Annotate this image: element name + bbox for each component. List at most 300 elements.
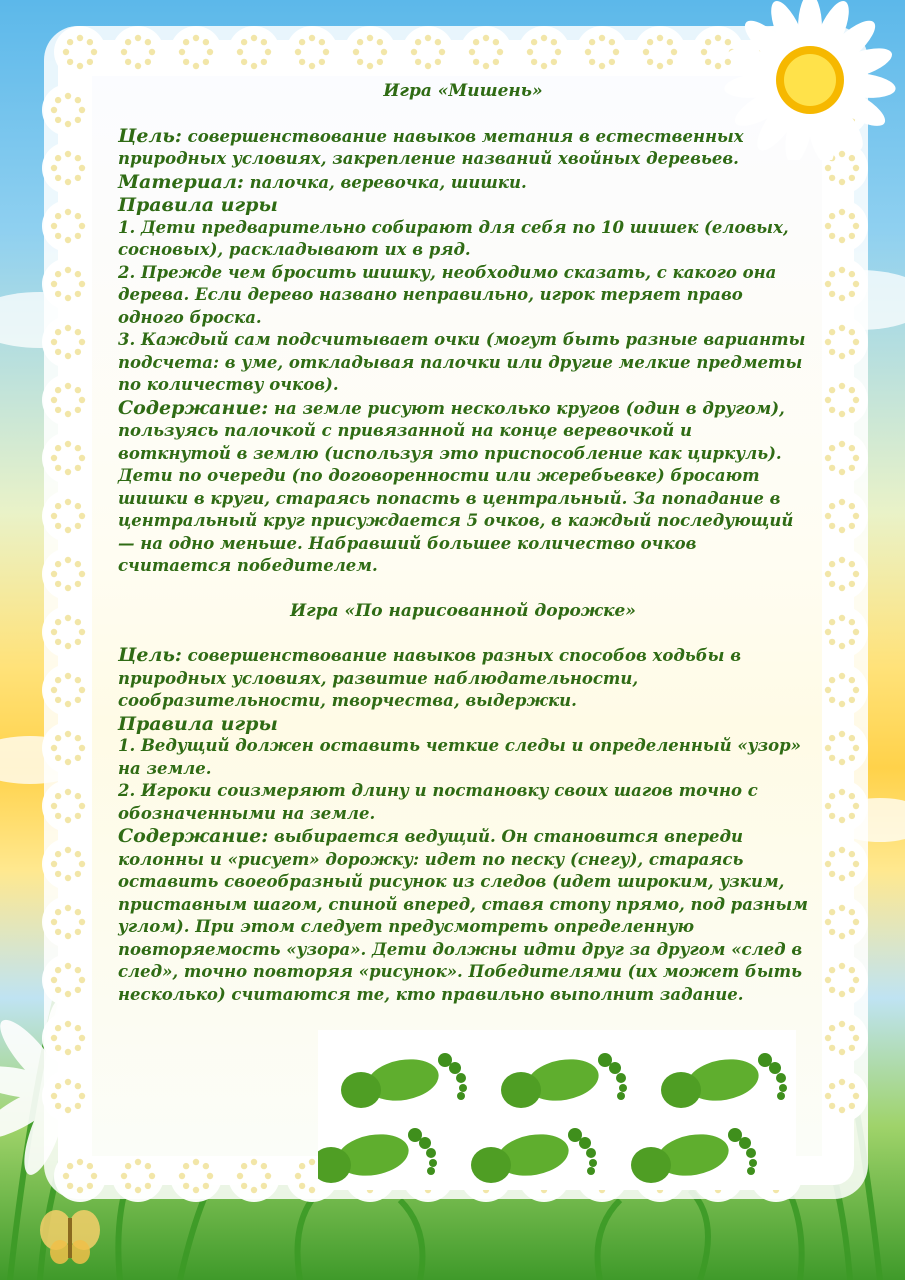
leaf-footprint-icon xyxy=(661,1053,787,1108)
lace-dot xyxy=(849,697,855,703)
lace-dot xyxy=(55,561,61,567)
lace-dot xyxy=(79,223,85,229)
lace-dot xyxy=(51,803,57,809)
lace-dot xyxy=(65,847,71,853)
lace-dot xyxy=(829,1045,835,1051)
lace-dot xyxy=(79,919,85,925)
lace-dot xyxy=(299,1163,305,1169)
lace-dot xyxy=(829,175,835,181)
lace-dot xyxy=(357,59,363,65)
lace-dot xyxy=(853,281,859,287)
lace-dot xyxy=(55,1103,61,1109)
lace-dot xyxy=(829,967,835,973)
lace-dot xyxy=(829,755,835,761)
lace-dot xyxy=(667,59,673,65)
lace-dot xyxy=(825,745,831,751)
lace-scallop xyxy=(816,1012,868,1064)
lace-dot xyxy=(849,755,855,761)
lace-dot xyxy=(849,1083,855,1089)
lace-dot xyxy=(839,295,845,301)
lace-dot xyxy=(251,35,257,41)
lace-dot xyxy=(849,233,855,239)
lace-dot xyxy=(839,731,845,737)
lace-dot xyxy=(51,107,57,113)
content-text: на земле рисуют несколько кругов (один в другом), пользуясь палочкой с привязанной на конце веревочкой и воткнутой в землю (используя это приспособление как циркуль). Дети по очереди (по договоренности или жеребьевке) бросают шишки в круги, стараясь попасть в центральный. За попадание в центральный круг присуждается 5 очков, в каждый последующий — на одно меньше. Набравший большее количество очков считается победителем. xyxy=(118,398,794,575)
lace-dot xyxy=(849,523,855,529)
lace-scallop xyxy=(816,606,868,658)
lace-scallop xyxy=(42,316,94,368)
lace-dot xyxy=(839,411,845,417)
lace-dot xyxy=(79,165,85,171)
lace-dot xyxy=(829,1083,835,1089)
lace-dot xyxy=(79,977,85,983)
lace-dot xyxy=(75,465,81,471)
lace-dot xyxy=(825,281,831,287)
lace-dot xyxy=(261,39,267,45)
lace-dot xyxy=(75,1025,81,1031)
lace-scallop xyxy=(42,432,94,484)
lace-dot xyxy=(541,35,547,41)
lace-dot xyxy=(853,977,859,983)
lace-dot xyxy=(51,629,57,635)
lace-dot xyxy=(829,387,835,393)
lace-scallop xyxy=(42,606,94,658)
lace-dot xyxy=(671,49,677,55)
lace-dot xyxy=(849,445,855,451)
lace-scallop xyxy=(42,954,94,1006)
lace-dot xyxy=(51,745,57,751)
lace-dot xyxy=(265,49,271,55)
lace-dot xyxy=(193,63,199,69)
lace-scallop xyxy=(42,780,94,832)
lace-scallop xyxy=(344,26,396,78)
lace-dot xyxy=(839,789,845,795)
lace-dot xyxy=(51,571,57,577)
lace-dot xyxy=(51,397,57,403)
lace-dot xyxy=(67,1163,73,1169)
lace-dot xyxy=(829,987,835,993)
goal-label: Цель: xyxy=(118,124,182,147)
lace-dot xyxy=(77,1187,83,1193)
lace-scallop xyxy=(42,548,94,600)
lace-dot xyxy=(179,49,185,55)
lace-dot xyxy=(849,909,855,915)
leaf-footprint-icon xyxy=(341,1053,467,1108)
lace-dot xyxy=(853,687,859,693)
lace-dot xyxy=(839,817,845,823)
lace-dot xyxy=(585,49,591,55)
lace-dot xyxy=(849,619,855,625)
lace-dot xyxy=(483,63,489,69)
lace-dot xyxy=(825,339,831,345)
lace-dot xyxy=(825,165,831,171)
lace-dot xyxy=(65,963,71,969)
lace-scallop xyxy=(42,896,94,948)
lace-dot xyxy=(849,407,855,413)
lace-dot xyxy=(75,445,81,451)
lace-dot xyxy=(825,803,831,809)
lace-dot xyxy=(295,49,301,55)
lace-dot xyxy=(65,933,71,939)
lace-dot xyxy=(825,977,831,983)
lace-dot xyxy=(55,407,61,413)
lace-scallop xyxy=(286,26,338,78)
lace-dot xyxy=(377,59,383,65)
lace-dot xyxy=(829,523,835,529)
game1-rule-3: 3. Каждый сам подсчитывает очки (могут быть разные варианты подсчета: в уме, откладывая палочки или другие мелкие предметы по количеству очков). xyxy=(118,330,806,394)
lace-dot xyxy=(469,49,475,55)
lace-dot xyxy=(435,39,441,45)
lace-dot xyxy=(55,697,61,703)
lace-dot xyxy=(599,63,605,69)
lace-dot xyxy=(705,59,711,65)
lace-dot xyxy=(75,349,81,355)
lace-dot xyxy=(75,329,81,335)
lace-dot xyxy=(65,267,71,273)
game2-content xyxy=(118,825,808,1006)
lace-dot xyxy=(75,639,81,645)
lace-dot xyxy=(849,561,855,567)
lace-dot xyxy=(853,629,859,635)
game1-content xyxy=(118,397,808,578)
lace-dot xyxy=(643,49,649,55)
lace-scallop xyxy=(112,26,164,78)
lace-dot xyxy=(75,175,81,181)
lace-dot xyxy=(203,39,209,45)
lace-dot xyxy=(839,933,845,939)
lace-dot xyxy=(75,697,81,703)
lace-dot xyxy=(55,1045,61,1051)
game2-goal xyxy=(118,644,808,713)
lace-dot xyxy=(207,49,213,55)
lace-dot xyxy=(79,745,85,751)
lace-dot xyxy=(483,35,489,41)
lace-dot xyxy=(87,39,93,45)
lace-dot xyxy=(849,271,855,277)
lace-dot xyxy=(51,513,57,519)
lace-scallop xyxy=(816,316,868,368)
lace-dot xyxy=(75,929,81,935)
lace-scallop xyxy=(42,1012,94,1064)
leaf-footprints-image xyxy=(318,1030,796,1190)
lace-dot xyxy=(849,639,855,645)
lace-dot xyxy=(75,1045,81,1051)
lace-dot xyxy=(65,905,71,911)
lace-dot xyxy=(75,561,81,567)
lace-scallop xyxy=(576,26,628,78)
lace-dot xyxy=(839,441,845,447)
lace-dot xyxy=(145,1183,151,1189)
lace-dot xyxy=(839,585,845,591)
lace-dot xyxy=(825,687,831,693)
lace-dot xyxy=(241,1163,247,1169)
lace-scallop xyxy=(54,1150,106,1202)
lace-dot xyxy=(701,49,707,55)
lace-dot xyxy=(237,1173,243,1179)
lace-dot xyxy=(55,755,61,761)
lace-dot xyxy=(75,793,81,799)
lace-dot xyxy=(55,581,61,587)
lace-dot xyxy=(849,1103,855,1109)
lace-dot xyxy=(853,165,859,171)
lace-dot xyxy=(849,581,855,587)
lace-scallop xyxy=(42,84,94,136)
lace-dot xyxy=(829,561,835,567)
lace-scallop xyxy=(54,26,106,78)
lace-dot xyxy=(149,49,155,55)
lace-dot xyxy=(323,49,329,55)
lace-dot xyxy=(75,117,81,123)
lace-dot xyxy=(839,353,845,359)
lace-dot xyxy=(67,1183,73,1189)
lace-dot xyxy=(55,117,61,123)
lace-scallop xyxy=(816,664,868,716)
lace-scallop xyxy=(42,374,94,426)
lace-dot xyxy=(849,1045,855,1051)
lace-dot xyxy=(829,213,835,219)
lace-dot xyxy=(613,49,619,55)
lace-dot xyxy=(849,735,855,741)
lace-dot xyxy=(251,1187,257,1193)
lace-dot xyxy=(825,1093,831,1099)
lace-dot xyxy=(425,35,431,41)
game1-material xyxy=(118,171,808,195)
lace-dot xyxy=(849,967,855,973)
leaf-footprint-icon xyxy=(471,1128,597,1183)
lace-dot xyxy=(473,59,479,65)
lace-dot xyxy=(65,353,71,359)
lace-dot xyxy=(667,39,673,45)
lace-dot xyxy=(829,851,835,857)
lace-dot xyxy=(849,175,855,181)
leaf-footprint-icon xyxy=(501,1053,627,1108)
butterfly-icon xyxy=(40,1210,100,1264)
lace-dot xyxy=(849,465,855,471)
lace-dot xyxy=(839,905,845,911)
lace-dot xyxy=(853,223,859,229)
lace-dot xyxy=(853,513,859,519)
lace-scallop xyxy=(816,200,868,252)
lace-dot xyxy=(145,1163,151,1169)
lace-dot xyxy=(825,571,831,577)
lace-dot xyxy=(839,325,845,331)
lace-dot xyxy=(91,1173,97,1179)
lace-dot xyxy=(203,59,209,65)
lace-dot xyxy=(55,213,61,219)
lace-dot xyxy=(65,411,71,417)
lace-dot xyxy=(65,1049,71,1055)
lace-dot xyxy=(51,919,57,925)
lace-dot xyxy=(319,39,325,45)
game2-rule-1: 1. Ведущий должен оставить четкие следы и определенный «узор» на земле. xyxy=(118,736,801,778)
lace-dot xyxy=(839,643,845,649)
lace-dot xyxy=(839,991,845,997)
goal-text: совершенствование навыков разных способов ходьбы в природных условиях, развитие наблюдательности, сообразительности, творчества, выдержки. xyxy=(118,646,742,710)
lace-dot xyxy=(829,619,835,625)
lace-dot xyxy=(51,223,57,229)
lace-dot xyxy=(55,909,61,915)
lace-dot xyxy=(87,1183,93,1189)
lace-dot xyxy=(825,919,831,925)
lace-dot xyxy=(183,59,189,65)
lace-dot xyxy=(849,291,855,297)
lace-dot xyxy=(265,1173,271,1179)
lace-dot xyxy=(51,281,57,287)
lace-dot xyxy=(839,1107,845,1113)
game2-title: Игра «По нарисованной дорожке» xyxy=(290,600,636,621)
lace-dot xyxy=(203,1183,209,1189)
lace-dot xyxy=(55,329,61,335)
lace-dot xyxy=(839,615,845,621)
lace-dot xyxy=(75,735,81,741)
lace-dot xyxy=(825,861,831,867)
lace-dot xyxy=(55,813,61,819)
lace-dot xyxy=(75,271,81,277)
lace-dot xyxy=(353,49,359,55)
lace-dot xyxy=(849,987,855,993)
lace-dot xyxy=(839,267,845,273)
lace-dot xyxy=(541,63,547,69)
lace-dot xyxy=(825,397,831,403)
lace-dot xyxy=(531,39,537,45)
lace-dot xyxy=(121,49,127,55)
lace-scallop xyxy=(42,490,94,542)
lace-dot xyxy=(79,861,85,867)
lace-dot xyxy=(55,851,61,857)
lace-scallop xyxy=(42,664,94,716)
lace-dot xyxy=(829,909,835,915)
lace-dot xyxy=(135,1187,141,1193)
lace-dot xyxy=(75,851,81,857)
lace-dot xyxy=(839,383,845,389)
lace-dot xyxy=(135,1159,141,1165)
lace-dot xyxy=(241,59,247,65)
lace-scallop xyxy=(816,548,868,600)
lace-dot xyxy=(65,383,71,389)
lace-dot xyxy=(839,499,845,505)
lace-dot xyxy=(75,407,81,413)
lace-dot xyxy=(55,987,61,993)
lace-scallop xyxy=(816,374,868,426)
lace-dot xyxy=(849,793,855,799)
lace-dot xyxy=(473,39,479,45)
lace-dot xyxy=(65,151,71,157)
lace-dot xyxy=(63,1173,69,1179)
lace-dot xyxy=(75,291,81,297)
lace-dot xyxy=(79,1093,85,1099)
lace-dot xyxy=(829,639,835,645)
lace-dot xyxy=(527,49,533,55)
lace-dot xyxy=(135,63,141,69)
lace-scallop xyxy=(816,258,868,310)
lace-dot xyxy=(75,909,81,915)
lace-dot xyxy=(65,701,71,707)
lace-dot xyxy=(839,1049,845,1055)
lace-dot xyxy=(829,407,835,413)
lace-dot xyxy=(853,1035,859,1041)
lace-dot xyxy=(79,339,85,345)
lace-dot xyxy=(829,1025,835,1031)
lace-dot xyxy=(207,1173,213,1179)
lace-dot xyxy=(839,1021,845,1027)
lace-dot xyxy=(65,1079,71,1085)
lace-dot xyxy=(51,861,57,867)
lace-dot xyxy=(829,445,835,451)
lace-dot xyxy=(55,735,61,741)
lace-dot xyxy=(657,63,663,69)
lace-dot xyxy=(55,503,61,509)
game2-rules-heading: Правила игры xyxy=(118,712,278,735)
lace-dot xyxy=(51,1093,57,1099)
lace-dot xyxy=(705,39,711,45)
lace-dot xyxy=(55,677,61,683)
lace-dot xyxy=(839,469,845,475)
lace-dot xyxy=(849,349,855,355)
lace-dot xyxy=(261,1163,267,1169)
lace-dot xyxy=(839,557,845,563)
lace-dot xyxy=(853,745,859,751)
content-label: Содержание: xyxy=(118,825,269,847)
lace-dot xyxy=(193,1187,199,1193)
lace-dot xyxy=(79,687,85,693)
lace-dot xyxy=(55,639,61,645)
lace-dot xyxy=(853,803,859,809)
lace-dot xyxy=(145,39,151,45)
lace-scallop xyxy=(42,142,94,194)
lace-dot xyxy=(839,759,845,765)
lace-dot xyxy=(65,759,71,765)
lace-dot xyxy=(65,875,71,881)
lace-dot xyxy=(849,851,855,857)
lace-dot xyxy=(51,977,57,983)
lace-dot xyxy=(55,929,61,935)
lace-dot xyxy=(183,1163,189,1169)
lace-dot xyxy=(75,213,81,219)
lace-dot xyxy=(829,871,835,877)
lace-dot xyxy=(829,465,835,471)
lace-dot xyxy=(55,291,61,297)
lace-dot xyxy=(825,455,831,461)
lace-dot xyxy=(79,397,85,403)
lace-dot xyxy=(829,329,835,335)
lace-dot xyxy=(65,643,71,649)
lace-dot xyxy=(55,233,61,239)
lace-dot xyxy=(75,233,81,239)
lace-dot xyxy=(825,513,831,519)
lace-dot xyxy=(55,97,61,103)
document-text xyxy=(118,80,808,1006)
lace-dot xyxy=(77,35,83,41)
lace-dot xyxy=(65,789,71,795)
lace-dot xyxy=(125,1183,131,1189)
lace-dot xyxy=(75,387,81,393)
lace-dot xyxy=(367,63,373,69)
lace-dot xyxy=(839,963,845,969)
lace-scallop xyxy=(170,26,222,78)
material-text: палочка, веревочка, шишки. xyxy=(243,172,527,192)
lace-dot xyxy=(299,1183,305,1189)
lace-dot xyxy=(75,155,81,161)
lace-dot xyxy=(87,59,93,65)
lace-dot xyxy=(849,329,855,335)
lace-dot xyxy=(825,629,831,635)
lace-dot xyxy=(75,581,81,587)
game1-rule-2: 2. Прежде чем бросить шишку, необходимо сказать, с какого она дерева. Если дерево названо неправильно, игрок теряет право одного броска. xyxy=(118,262,777,327)
lace-dot xyxy=(647,59,653,65)
lace-scallop xyxy=(816,1070,868,1122)
lace-dot xyxy=(55,1025,61,1031)
lace-scallop xyxy=(816,780,868,832)
